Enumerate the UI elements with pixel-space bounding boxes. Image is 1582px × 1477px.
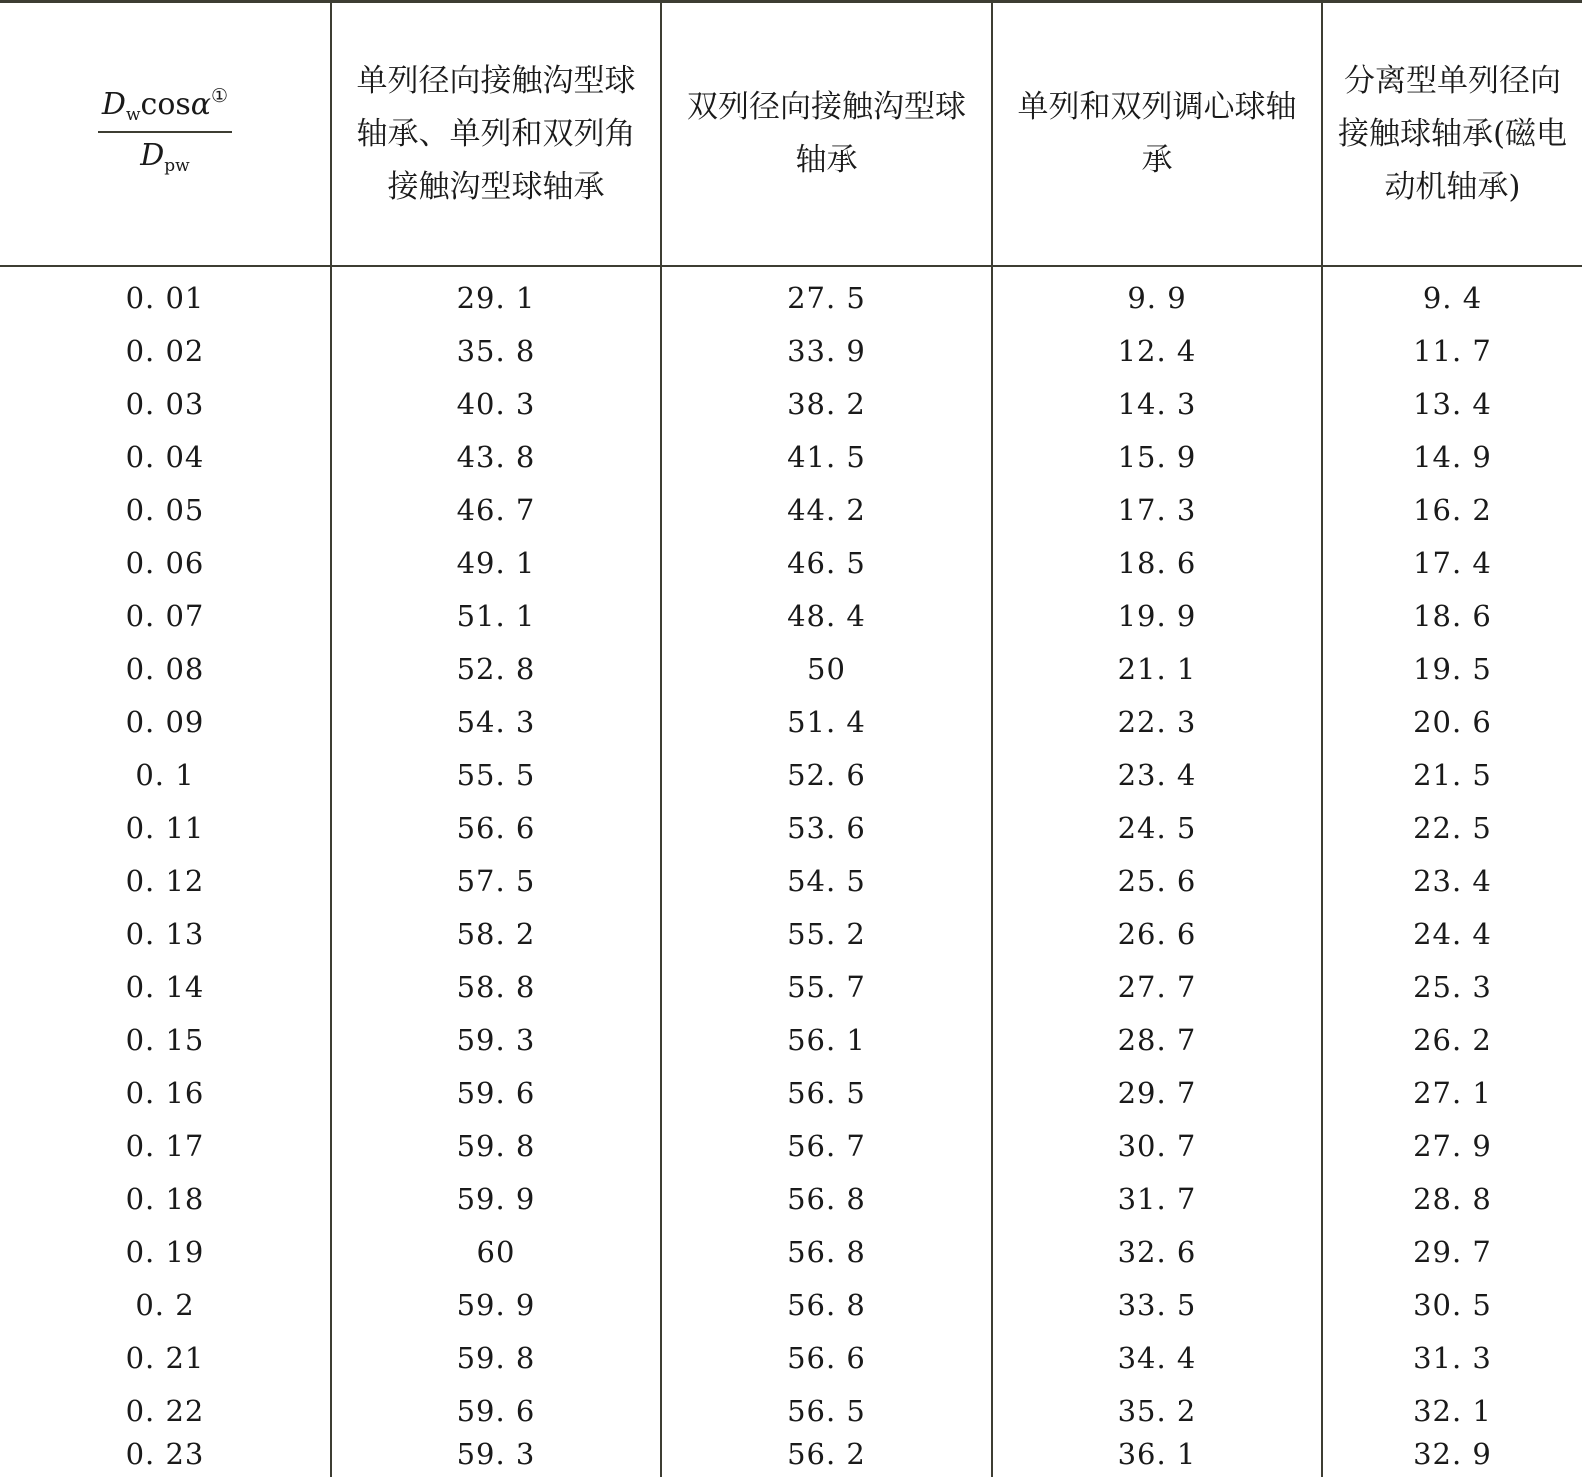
self-aligning-value-cell: 27. 7 (992, 960, 1322, 1013)
double-row-value-cell: 51. 4 (661, 695, 992, 748)
self-aligning-value-cell: 29. 7 (992, 1066, 1322, 1119)
header-separable-magneto: 分离型单列径向接触球轴承(磁电动机轴承) (1322, 2, 1582, 267)
table-row (0, 1331, 1582, 1384)
magneto-value-cell: 29. 7 (1322, 1225, 1582, 1278)
numerator-angle: α (190, 87, 212, 123)
double-row-value-cell: 55. 2 (661, 907, 992, 960)
ratio-cell: 0. 01 (125, 280, 205, 315)
numerator-subscript: w (125, 105, 141, 126)
table-row (0, 1225, 1582, 1278)
magneto-value-cell: 30. 5 (1322, 1278, 1582, 1331)
magneto-value-cell: 27. 1 (1322, 1066, 1582, 1119)
table-row (0, 1437, 1582, 1477)
ratio-cell: 0. 03 (125, 386, 205, 421)
self-aligning-value-cell: 25. 6 (992, 854, 1322, 907)
double-row-value-cell: 56. 8 (661, 1225, 992, 1278)
single-row-value-cell: 55. 5 (331, 748, 661, 801)
footnote-marker: ① (211, 85, 229, 108)
single-row-value-cell: 52. 8 (331, 642, 661, 695)
fraction-denominator (98, 133, 232, 176)
single-row-value-cell: 59. 8 (331, 1331, 661, 1384)
double-row-value-cell: 52. 6 (661, 748, 992, 801)
ratio-cell: 0. 2 (135, 1287, 195, 1322)
single-row-value-cell: 58. 8 (331, 960, 661, 1013)
header-single-row-deep-groove: 单列径向接触沟型球轴承、单列和双列角接触沟型球轴承 (331, 2, 661, 267)
double-row-value-cell: 55. 7 (661, 960, 992, 1013)
self-aligning-value-cell: 24. 5 (992, 801, 1322, 854)
single-row-value-cell: 46. 7 (331, 483, 661, 536)
single-row-value-cell: 60 (331, 1225, 661, 1278)
ratio-cell: 0. 15 (125, 1022, 205, 1057)
table-row (0, 430, 1582, 483)
ratio-fraction (98, 86, 232, 175)
ratio-cell: 0. 16 (125, 1075, 205, 1110)
table-row (0, 536, 1582, 589)
header-ratio-formula (0, 2, 331, 267)
self-aligning-value-cell: 18. 6 (992, 536, 1322, 589)
double-row-value-cell: 56. 8 (661, 1172, 992, 1225)
double-row-value-cell: 44. 2 (661, 483, 992, 536)
self-aligning-value-cell: 36. 1 (992, 1437, 1322, 1477)
ratio-cell: 0. 12 (125, 863, 205, 898)
magneto-value-cell: 24. 4 (1322, 907, 1582, 960)
double-row-value-cell: 41. 5 (661, 430, 992, 483)
table-row (0, 1119, 1582, 1172)
magneto-value-cell: 17. 4 (1322, 536, 1582, 589)
magneto-value-cell: 14. 9 (1322, 430, 1582, 483)
ratio-cell: 0. 13 (125, 916, 205, 951)
table-row (0, 266, 1582, 324)
magneto-value-cell: 26. 2 (1322, 1013, 1582, 1066)
double-row-value-cell: 56. 2 (661, 1437, 992, 1477)
single-row-value-cell: 58. 2 (331, 907, 661, 960)
single-row-value-cell: 51. 1 (331, 589, 661, 642)
magneto-value-cell: 22. 5 (1322, 801, 1582, 854)
self-aligning-value-cell: 9. 9 (992, 266, 1322, 324)
double-row-value-cell: 56. 7 (661, 1119, 992, 1172)
double-row-value-cell: 56. 5 (661, 1066, 992, 1119)
table-row (0, 642, 1582, 695)
single-row-value-cell: 29. 1 (331, 266, 661, 324)
single-row-value-cell: 59. 3 (331, 1013, 661, 1066)
header-row (0, 2, 1582, 267)
magneto-value-cell: 16. 2 (1322, 483, 1582, 536)
self-aligning-value-cell: 28. 7 (992, 1013, 1322, 1066)
ratio-cell: 0. 19 (125, 1234, 205, 1269)
ratio-cell: 0. 21 (125, 1340, 205, 1375)
magneto-value-cell: 9. 4 (1322, 266, 1582, 324)
ratio-cell: 0. 17 (125, 1128, 205, 1163)
single-row-value-cell: 59. 6 (331, 1066, 661, 1119)
ratio-cell: 0. 08 (125, 651, 205, 686)
double-row-value-cell: 48. 4 (661, 589, 992, 642)
self-aligning-value-cell: 17. 3 (992, 483, 1322, 536)
double-row-value-cell: 56. 6 (661, 1331, 992, 1384)
magneto-value-cell: 32. 9 (1322, 1437, 1582, 1477)
double-row-value-cell: 53. 6 (661, 801, 992, 854)
numerator-variable: D (101, 87, 126, 123)
self-aligning-value-cell: 33. 5 (992, 1278, 1322, 1331)
single-row-value-cell: 59. 3 (331, 1437, 661, 1477)
table-row (0, 801, 1582, 854)
ratio-cell: 0. 04 (125, 439, 205, 474)
magneto-value-cell: 23. 4 (1322, 854, 1582, 907)
table-row (0, 695, 1582, 748)
table-row (0, 483, 1582, 536)
fraction-numerator (98, 86, 232, 133)
magneto-value-cell: 21. 5 (1322, 748, 1582, 801)
table-row (0, 960, 1582, 1013)
ratio-cell: 0. 07 (125, 598, 205, 633)
table-row (0, 377, 1582, 430)
table-row (0, 907, 1582, 960)
table-row (0, 1066, 1582, 1119)
table-row (0, 854, 1582, 907)
ratio-cell: 0. 11 (125, 810, 205, 845)
self-aligning-value-cell: 35. 2 (992, 1384, 1322, 1437)
magneto-value-cell: 25. 3 (1322, 960, 1582, 1013)
denominator-variable: D (140, 137, 165, 173)
double-row-value-cell: 56. 1 (661, 1013, 992, 1066)
single-row-value-cell: 54. 3 (331, 695, 661, 748)
table-row (0, 324, 1582, 377)
self-aligning-value-cell: 31. 7 (992, 1172, 1322, 1225)
table-row (0, 1384, 1582, 1437)
ratio-cell: 0. 09 (125, 704, 205, 739)
ratio-cell: 0. 22 (125, 1393, 205, 1428)
single-row-value-cell: 59. 9 (331, 1172, 661, 1225)
table-row (0, 589, 1582, 642)
ratio-cell: 0. 02 (125, 333, 205, 368)
magneto-value-cell: 27. 9 (1322, 1119, 1582, 1172)
double-row-value-cell: 27. 5 (661, 266, 992, 324)
self-aligning-value-cell: 32. 6 (992, 1225, 1322, 1278)
double-row-value-cell: 56. 5 (661, 1384, 992, 1437)
ratio-cell: 0. 1 (135, 757, 195, 792)
ratio-cell: 0. 05 (125, 492, 205, 527)
double-row-value-cell: 46. 5 (661, 536, 992, 589)
numerator-function: cos (140, 87, 191, 123)
magneto-value-cell: 13. 4 (1322, 377, 1582, 430)
single-row-value-cell: 59. 9 (331, 1278, 661, 1331)
self-aligning-value-cell: 30. 7 (992, 1119, 1322, 1172)
magneto-value-cell: 31. 3 (1322, 1331, 1582, 1384)
single-row-value-cell: 35. 8 (331, 324, 661, 377)
magneto-value-cell: 11. 7 (1322, 324, 1582, 377)
self-aligning-value-cell: 19. 9 (992, 589, 1322, 642)
single-row-value-cell: 49. 1 (331, 536, 661, 589)
ratio-cell: 0. 14 (125, 969, 205, 1004)
self-aligning-value-cell: 26. 6 (992, 907, 1322, 960)
single-row-value-cell: 59. 6 (331, 1384, 661, 1437)
double-row-value-cell: 33. 9 (661, 324, 992, 377)
table-header (0, 2, 1582, 267)
table-body (0, 266, 1582, 1477)
self-aligning-value-cell: 15. 9 (992, 430, 1322, 483)
magneto-value-cell: 20. 6 (1322, 695, 1582, 748)
double-row-value-cell: 50 (661, 642, 992, 695)
self-aligning-value-cell: 14. 3 (992, 377, 1322, 430)
self-aligning-value-cell: 34. 4 (992, 1331, 1322, 1384)
double-row-value-cell: 38. 2 (661, 377, 992, 430)
header-double-row-deep-groove: 双列径向接触沟型球轴承 (661, 2, 992, 267)
table-row (0, 748, 1582, 801)
ratio-cell: 0. 18 (125, 1181, 205, 1216)
table-row (0, 1013, 1582, 1066)
magneto-value-cell: 32. 1 (1322, 1384, 1582, 1437)
magneto-value-cell: 28. 8 (1322, 1172, 1582, 1225)
double-row-value-cell: 56. 8 (661, 1278, 992, 1331)
self-aligning-value-cell: 23. 4 (992, 748, 1322, 801)
single-row-value-cell: 43. 8 (331, 430, 661, 483)
single-row-value-cell: 40. 3 (331, 377, 661, 430)
header-self-aligning: 单列和双列调心球轴承 (992, 2, 1322, 267)
magneto-value-cell: 18. 6 (1322, 589, 1582, 642)
ratio-cell: 0. 23 (125, 1437, 205, 1471)
self-aligning-value-cell: 22. 3 (992, 695, 1322, 748)
table-row (0, 1278, 1582, 1331)
magneto-value-cell: 19. 5 (1322, 642, 1582, 695)
double-row-value-cell: 54. 5 (661, 854, 992, 907)
single-row-value-cell: 59. 8 (331, 1119, 661, 1172)
table-row (0, 1172, 1582, 1225)
single-row-value-cell: 57. 5 (331, 854, 661, 907)
self-aligning-value-cell: 12. 4 (992, 324, 1322, 377)
ratio-cell: 0. 06 (125, 545, 205, 580)
single-row-value-cell: 56. 6 (331, 801, 661, 854)
self-aligning-value-cell: 21. 1 (992, 642, 1322, 695)
denominator-subscript: pw (164, 155, 190, 176)
